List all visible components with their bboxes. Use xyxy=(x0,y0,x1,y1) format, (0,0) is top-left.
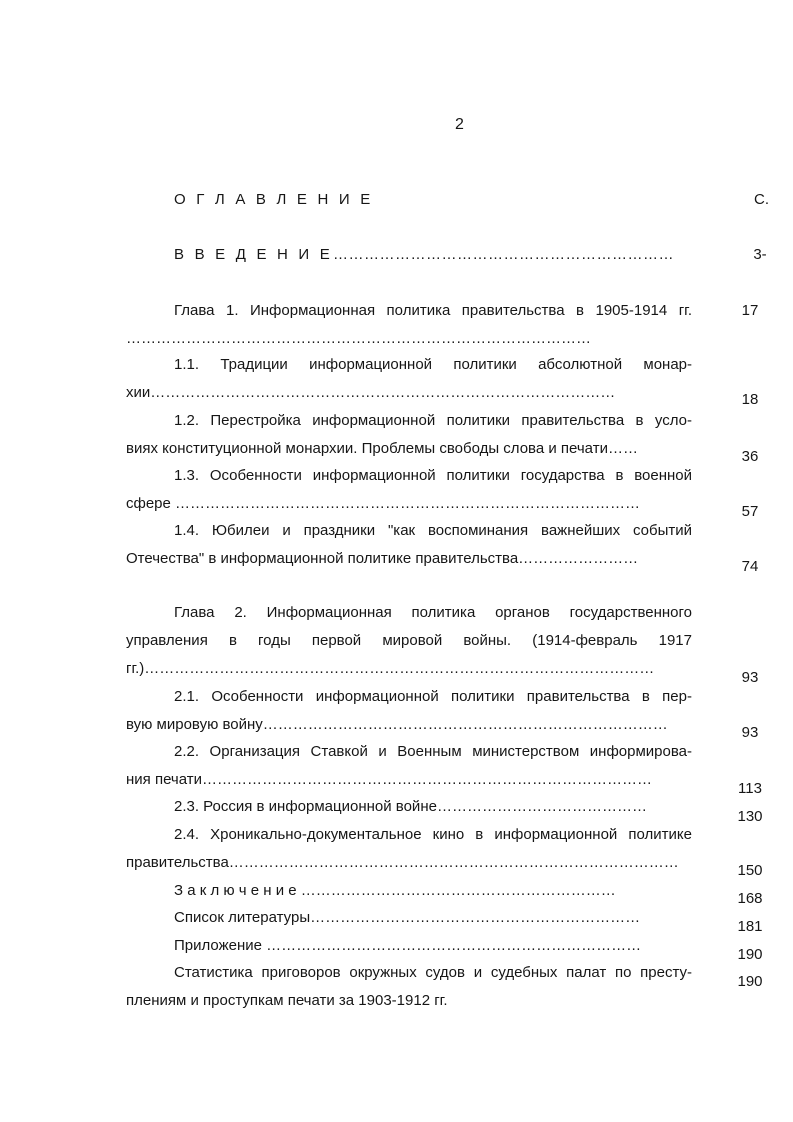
chapter-2-line1: Глава 2. Информационная политика органов государственного xyxy=(174,604,692,621)
toc-entry-intro xyxy=(174,246,674,264)
section-2-4-line2: правительства……………………………………………………………………………… xyxy=(126,854,679,871)
stats-line2: плениям и проступкам печати за 1903-1912 гг. xyxy=(126,992,448,1009)
chapter-2-line3: гг.)………………………………………………………………………………………… xyxy=(126,660,655,677)
section-1-2-page: 36 xyxy=(741,448,759,465)
section-2-1-line1: 2.1. Особенности информационной политики правительства в пер- xyxy=(174,688,692,705)
section-2-1-line2: вую мировую войну……………………………………………………………………… xyxy=(126,716,668,733)
conclusion-page: 168 xyxy=(737,890,763,907)
section-2-2-page: 113 xyxy=(738,780,762,797)
section-2-3-line1: 2.3. Россия в информационной войне…………………………………… xyxy=(174,798,647,815)
conclusion-entry: З а к л ю ч е н и е ……………………………………………………… xyxy=(174,882,616,899)
intro-page: 3- xyxy=(753,246,767,263)
section-1-3-line2: сфере ………………………………………………………………………………… xyxy=(126,495,641,512)
section-2-2-line2: ния печати……………………………………………………………………………… xyxy=(126,771,652,788)
section-1-4-line1: 1.4. Юбилеи и праздники "как воспоминания важнейших событий xyxy=(174,522,692,539)
appendix-page: 190 xyxy=(737,946,763,963)
chapter-1-page: 17 xyxy=(741,302,759,319)
toc-heading: О Г Л А В Л Е Н И Е xyxy=(174,191,374,208)
appendix-entry: Приложение ………………………………………………………………… xyxy=(174,937,642,954)
section-1-2-line1: 1.2. Перестройка информационной политики правительства в усло- xyxy=(174,412,692,429)
chapter-1-title: Глава 1. Информационная политика правительства в 1905-1914 гг. xyxy=(174,302,692,319)
section-1-2-line2: виях конституционной монархии. Проблемы свободы слова и печати…… xyxy=(126,440,638,457)
section-2-4-page: 150 xyxy=(737,862,763,879)
page-column-label: С. xyxy=(754,191,769,208)
section-1-4-page: 74 xyxy=(741,558,759,575)
intro-label: В В Е Д Е Н И Е xyxy=(174,246,333,263)
intro-dots: ………………………………………………………… xyxy=(332,246,674,263)
chapter-2-page: 93 xyxy=(741,669,759,686)
section-1-3-line1: 1.3. Особенности информационной политики государства в военной xyxy=(174,467,692,484)
literature-page: 181 xyxy=(737,918,763,935)
section-2-1-page: 93 xyxy=(741,724,759,741)
chapter-1-dots: ………………………………………………………………………………… xyxy=(126,330,591,347)
section-1-3-page: 57 xyxy=(741,503,759,520)
chapter-2-line2: управления в годы первой мировой войны. (1914-февраль 1917 xyxy=(126,632,692,649)
stats-line1: Статистика приговоров окружных судов и судебных палат по престу- xyxy=(174,964,692,981)
section-1-4-line2: Отечества" в информационной политике правительства…………………… xyxy=(126,550,639,567)
literature-entry: Список литературы………………………………………………………… xyxy=(174,909,641,926)
section-2-2-line1: 2.2. Организация Ставкой и Военным министерством информирова- xyxy=(174,743,692,760)
section-1-1-line2: хии………………………………………………………………………………… xyxy=(126,384,616,401)
page-number: 2 xyxy=(455,116,464,133)
section-2-3-page: 130 xyxy=(737,808,763,825)
section-1-1-line1: 1.1. Традиции информационной политики абсолютной монар- xyxy=(174,356,692,373)
stats-page: 190 xyxy=(737,973,763,990)
section-1-1-page: 18 xyxy=(741,391,759,408)
section-2-4-line1: 2.4. Хроникально-документальное кино в информационной политике xyxy=(174,826,692,843)
